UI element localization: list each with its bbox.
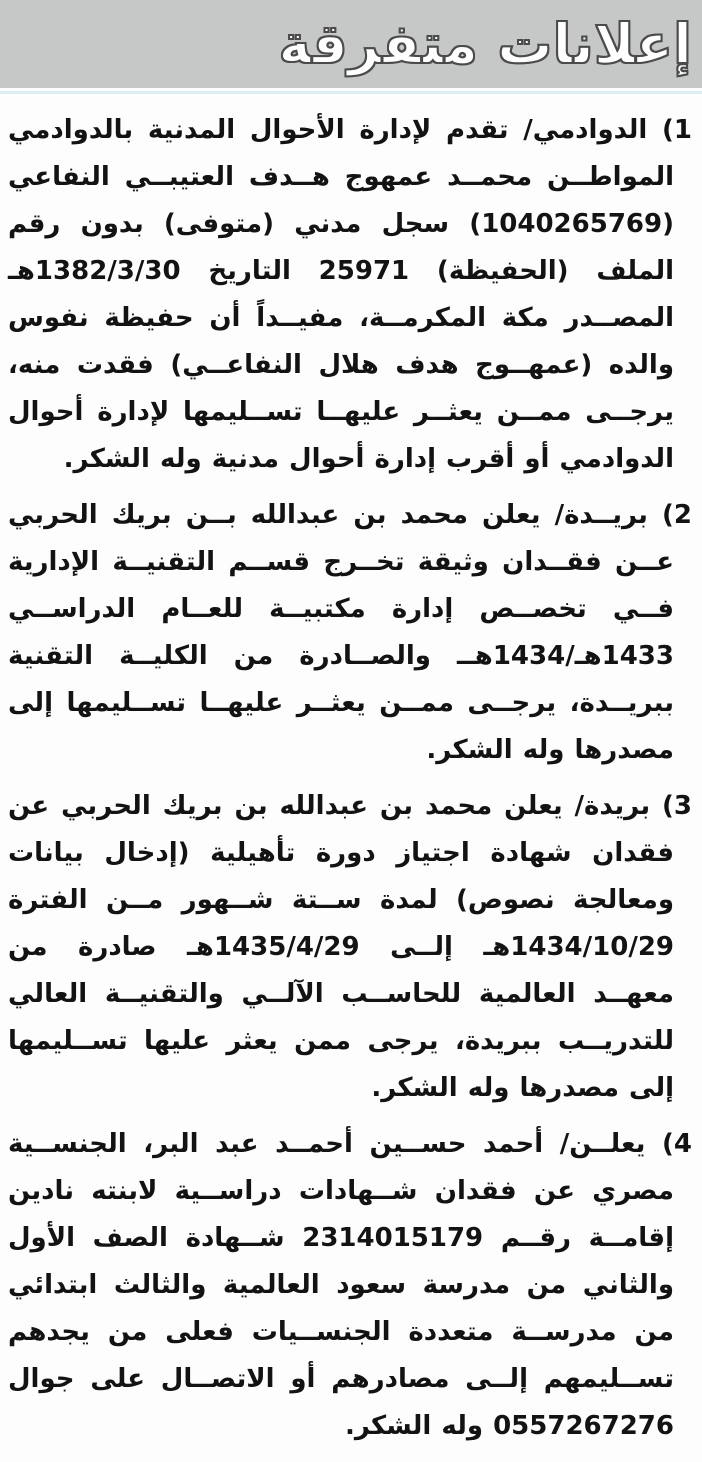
classified-ad-2: 2) بريــدة/ يعلن محمد بن عبدالله بــن بريك الحربي عــن فقــدان وثيقة تخــرج قســم التقنيــة الإدارية فــي تخصــص إدارة مكتبيــة للعــام الدراســي 1433هـ/1434هــ والصــادرة من الكليــة التقنية ببريــدة، يرجــى ممــن يعثــر عليهــا تســليمها إلى مصدرها وله الشكر. — [8, 500, 692, 765]
classified-ad-4: 4) يعلــن/ أحمد حســين أحمــد عبد البر، الجنســية مصري عن فقدان شــهادات دراســية لابنته نادين إقامــة رقــم 2314015179 شــهادة الصف الأول والثاني من مدرسة سعود العالمية والثالث ابتدائي من مدرســة متعددة الجنســيات فعلى من يجدهم تســليمهم إلــى مصادرهم أو الاتصــال على جوال 0557267276 وله الشكر. — [8, 1129, 692, 1441]
section-header-banner — [0, 0, 702, 88]
classified-ad-1: 1) الدوادمي/ تقدم لإدارة الأحوال المدنية بالدوادمي المواطــن محمــد عمهوج هــدف العتيبــي النفاعي (1040265769) سجل مدني (متوفى) بدون رقم الملف (الحفيظة) 25971 التاريخ 1382/3/30هـ المصــدر مكة المكرمــة، مفيــداً أن حفيظة نفوس والده (عمهــوج هدف هلال النفاعــي) فقدت منه، يرجــى ممــن يعثــر عليهــا تســليمها لإدارة أحوال الدوادمي أو أقرب إدارة أحوال مدنية وله الشكر. — [8, 115, 692, 474]
section-title: إعلانات متفرقة — [278, 12, 692, 76]
classified-ad-3: 3) بريدة/ يعلن محمد بن عبدالله بن بريك الحربي عن فقدان شهادة اجتياز دورة تأهيلية (إدخال بيانات ومعالجة نصوص) لمدة ســتة شــهور مــن الفترة 1434/10/29هـ إلــى 1435/4/29هـ صادرة من معهــد العالمية للحاســب الآلــي والتقنيــة العالي للتدريــب ببريدة، يرجى ممن يعثر عليها تســليمها إلى مصدرها وله الشكر. — [8, 791, 692, 1103]
ads-column — [0, 94, 702, 1450]
